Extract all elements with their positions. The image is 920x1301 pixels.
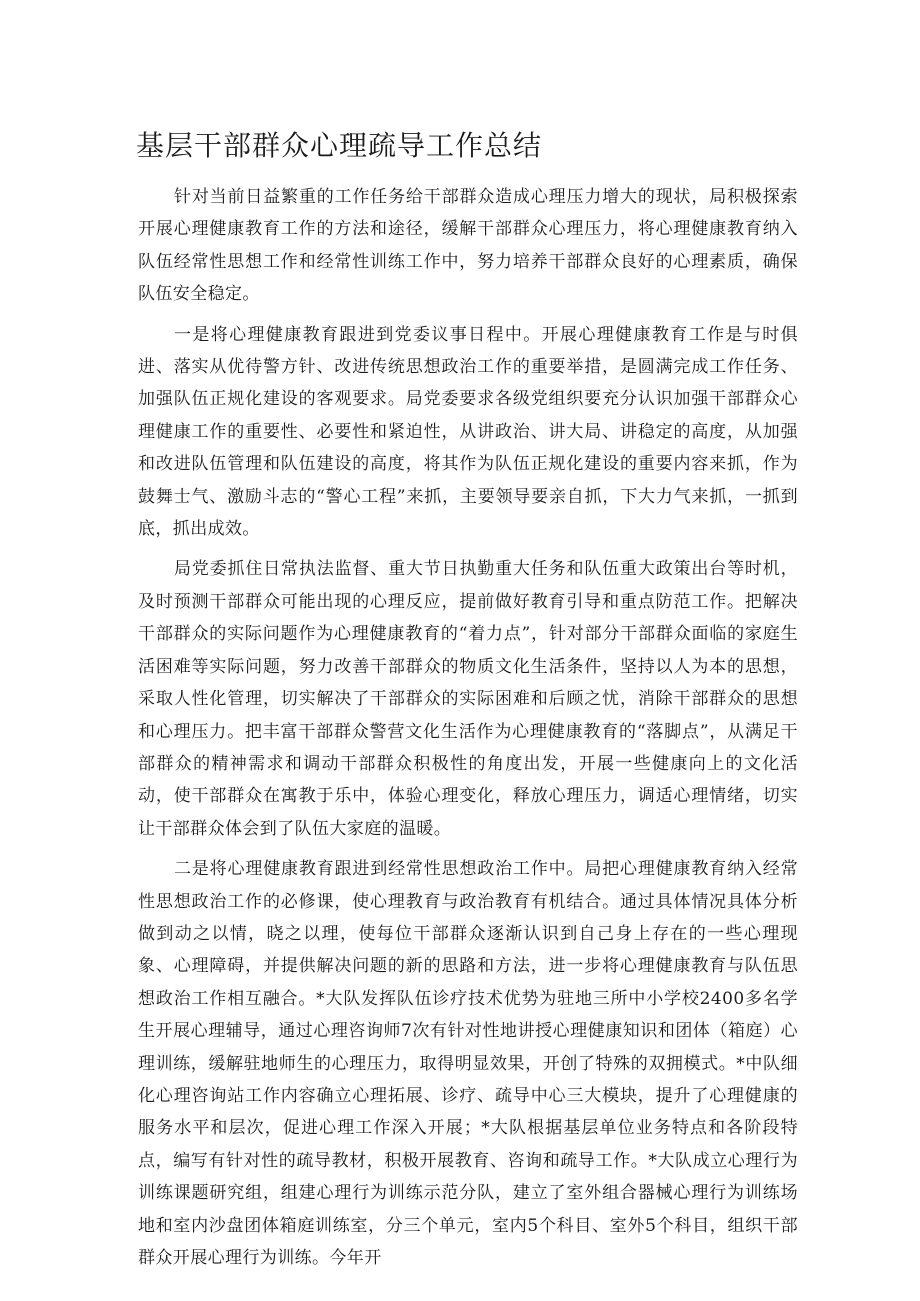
paragraph-point-two: 二是将心理健康教育跟进到经常性思想政治工作中。局把心理健康教育纳入经常性思想政治工作的必修课，使心理教育与政治教育有机结合。通过具体情况具体分析做到动之以情，晓之以理，使每位干部群众逐渐认识到自己身上存在的一些心理现象、心理障碍，并提供解决问题的新的思路和方法，进一步将心理健康教育与队伍思想政治工作相互融合。*大队发挥队伍诊疗技术优势为驻地三所中小学校2400多名学生开展心理辅导，通过心理咨询师7次有针对性地讲授心理健康知识和团体（箱庭）心理训练，缓解驻地师生的心理压力，取得明显效果，开创了特殊的双拥模式。*中队细化心理咨询站工作内容确立心理拓展、诊疗、疏导中心三大模块，提升了心理健康的服务水平和层次，促进心理工作深入开展；*大队根据基层单位业务特点和各阶段特点，编写有针对性的疏导教材，积极开展教育、咨询和疏导工作。*大队成立心理行为训练课题研究组，组建心理行为训练示范分队，建立了室外组合器械心理行为训练场地和室内沙盘团体箱庭训练室，分三个单元，室内5个科目、室外5个科目，组织干部群众开展心理行为训练。今年开	[138, 859, 798, 1268]
document-body	[138, 181, 798, 1282]
paragraph-point-one: 一是将心理健康教育跟进到党委议事日程中。开展心理健康教育工作是与时俱进、落实从优待警方针、改进传统思想政治工作的重要举措，是圆满完成工作任务、加强队伍正规化建设的客观要求。局党委要求各级党组织要充分认识加强干部群众心理健康工作的重要性、必要性和紧迫性，从讲政治、讲大局、讲稳定的高度，从加强和改进队伍管理和队伍建设的高度，将其作为队伍正规化建设的重要内容来抓，作为鼓舞士气、激励斗志的“警心工程”来抓，主要领导要亲自抓，下大力气来抓，一抓到底，抓出成效。	[138, 324, 798, 540]
paragraph-intro: 针对当前日益繁重的工作任务给干部群众造成心理压力增大的现状，局积极探索开展心理健康教育工作的方法和途径，缓解干部群众心理压力，将心理健康教育纳入队伍经常性思想工作和经常性训练工作中，努力培养干部群众良好的心理素质，确保队伍安全稳定。	[138, 187, 798, 305]
document-title: 基层干部群众心理疏导工作总结	[136, 129, 543, 162]
paragraph-party-committee: 局党委抓住日常执法监督、重大节日执勤重大任务和队伍重大政策出台等时机，及时预测干部群众可能出现的心理反应，提前做好教育引导和重点防范工作。把解决干部群众的实际问题作为心理健康教育的“着力点”，针对部分干部群众面临的家庭生活困难等实际问题，努力改善干部群众的物质文化生活条件，坚持以人为本的思想，采取人性化管理，切实解决了干部群众的实际困难和后顾之忧，消除干部群众的思想和心理压力。把丰富干部群众警营文化生活作为心理健康教育的“落脚点”，从满足干部群众的精神需求和调动干部群众积极性的角度出发，开展一些健康向上的文化活动，使干部群众在寓教于乐中，体验心理变化，释放心理压力，调适心理情绪，切实让干部群众体会到了队伍大家庭的温暖。	[138, 559, 798, 839]
